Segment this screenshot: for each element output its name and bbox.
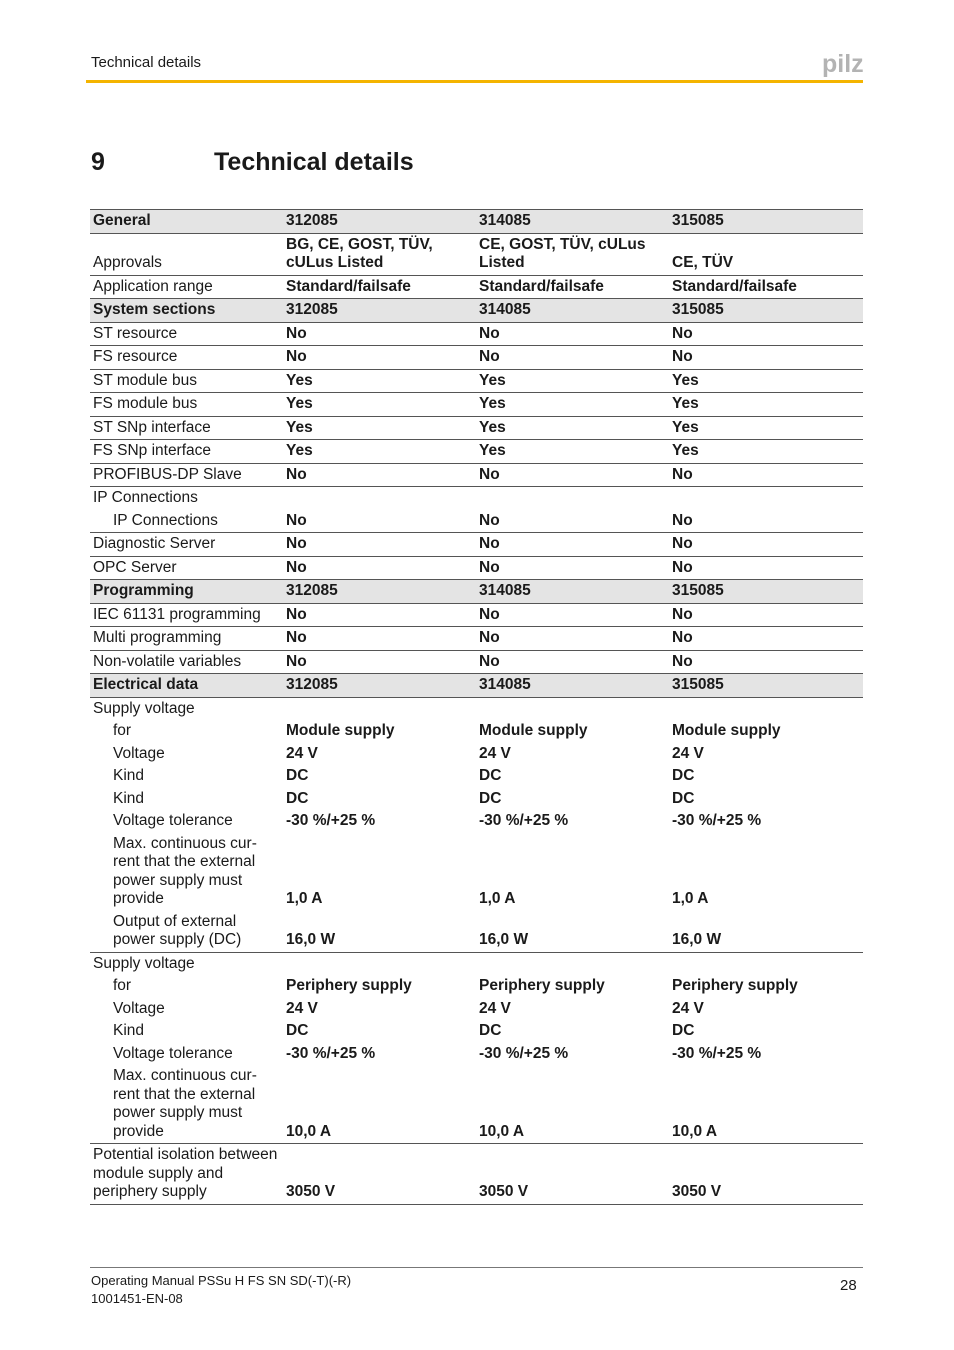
row-value: -30 %/+25 % (286, 1044, 376, 1062)
table-row (90, 998, 863, 1021)
table-row (90, 1144, 863, 1205)
row-value: No (669, 322, 863, 346)
table-row (90, 720, 863, 743)
footer-manual-title: Operating Manual PSSu H FS SN SD(-T)(-R) (91, 1273, 352, 1288)
table-row (90, 627, 863, 651)
table-row (90, 346, 863, 370)
table-row (90, 322, 863, 346)
row-label: OPC Server (93, 558, 177, 576)
row-value: No (669, 510, 863, 533)
table-row (90, 233, 863, 275)
row-value: 314085 (476, 674, 669, 698)
row-value: 314085 (476, 210, 669, 234)
row-value: Yes (669, 369, 863, 393)
table-row (90, 788, 863, 811)
running-header: Technical details (91, 54, 202, 71)
row-value: 1,0 A (672, 890, 709, 907)
row-label: Voltage (113, 999, 165, 1017)
table-row (90, 369, 863, 393)
row-value: No (283, 346, 476, 370)
row-value: 16,0 W (283, 911, 476, 953)
row-value: -30 %/+25 % (672, 812, 762, 829)
row-value (476, 487, 669, 510)
row-value: Yes (283, 440, 476, 464)
row-value: 315085 (669, 299, 863, 323)
table-row (90, 833, 863, 911)
row-label: Kind (113, 1022, 145, 1039)
row-value: 24 V (672, 744, 704, 762)
header-rule (86, 80, 863, 83)
row-value: 3050 V (476, 1144, 669, 1205)
row-value: Yes (476, 440, 669, 464)
table-row (90, 416, 863, 440)
row-value: -30 %/+25 % (479, 812, 569, 829)
row-value: No (283, 627, 476, 651)
row-label: Approvals (90, 233, 283, 275)
row-value: 315085 (669, 580, 863, 604)
row-value: Periphery supply (672, 977, 798, 994)
row-label: for (113, 977, 132, 994)
table-row (90, 275, 863, 299)
row-label: Voltage (113, 744, 165, 762)
row-value: Module supply (672, 722, 781, 739)
row-label: FS module bus (90, 393, 283, 417)
row-label: ST resource (90, 322, 283, 346)
row-value: No (476, 463, 669, 487)
table-section-header (90, 210, 863, 234)
row-value: No (669, 603, 863, 627)
row-value (669, 697, 863, 720)
row-label: Diagnostic Server (90, 533, 283, 557)
row-label: Application range (90, 275, 283, 299)
row-value: No (669, 463, 863, 487)
row-label: Output of external power supply (DC) (90, 911, 283, 953)
table-row (90, 697, 863, 720)
row-value: 16,0 W (669, 911, 863, 953)
table-row (90, 393, 863, 417)
row-value: 315085 (669, 210, 863, 234)
row-value: No (669, 627, 863, 651)
row-value: 10,0 A (476, 1065, 669, 1144)
row-value: 314085 (476, 580, 669, 604)
row-label: IP Connections (90, 510, 283, 533)
row-value (476, 697, 669, 720)
row-value: BG, CE, GOST, TÜV, cULus Listed (283, 233, 476, 275)
row-value: No (283, 510, 476, 533)
row-value: 24 V (479, 999, 511, 1017)
row-label: FS SNp interface (90, 440, 283, 464)
row-value: CE, GOST, TÜV, cULus Listed (476, 233, 669, 275)
row-value: No (479, 558, 500, 576)
footer-rule (90, 1267, 863, 1268)
row-value: No (283, 603, 476, 627)
row-value: -30 %/+25 % (286, 812, 376, 829)
row-value: 3050 V (669, 1144, 863, 1205)
row-value (476, 952, 669, 975)
row-value: Periphery supply (286, 977, 412, 994)
row-label: Programming (90, 580, 283, 604)
row-value: -30 %/+25 % (672, 1044, 762, 1062)
row-value: 24 V (286, 744, 318, 762)
chapter-title: Technical details (214, 148, 414, 176)
table-section-header (90, 674, 863, 698)
row-value: Yes (669, 440, 863, 464)
table-section-header (90, 580, 863, 604)
row-value: CE, TÜV (669, 233, 863, 275)
row-value: Yes (476, 393, 669, 417)
row-label: ST module bus (90, 369, 283, 393)
row-value: 315085 (669, 674, 863, 698)
row-value: Periphery supply (479, 977, 605, 994)
row-value: DC (479, 1022, 502, 1039)
row-value: 3050 V (283, 1144, 476, 1205)
row-label: Max. continuous cur-rent that the external power supply must provide (113, 834, 257, 907)
row-value: No (479, 652, 500, 670)
row-label: Electrical data (90, 674, 283, 698)
table-row (90, 952, 863, 975)
table-row (90, 556, 863, 580)
row-value: Yes (669, 393, 863, 417)
page-number: 28 (840, 1277, 857, 1294)
row-value: No (476, 533, 669, 557)
row-value (283, 952, 476, 975)
table-row (90, 975, 863, 998)
row-value: Yes (669, 416, 863, 440)
row-value: No (286, 652, 307, 670)
row-label: FS resource (90, 346, 283, 370)
row-label: Potential isolation between module supply and periphery supply (90, 1144, 283, 1205)
row-label: ST SNp interface (90, 416, 283, 440)
row-label: for (113, 722, 132, 739)
row-label: Max. continuous cur-rent that the external power supply must provide (90, 1065, 283, 1144)
technical-details-table (90, 209, 863, 1205)
row-value (669, 952, 863, 975)
row-value: No (283, 463, 476, 487)
row-value: 16,0 W (476, 911, 669, 953)
table-row (90, 765, 863, 788)
table-row (90, 533, 863, 557)
table-row (90, 510, 863, 533)
row-value: DC (672, 767, 695, 784)
row-label: IP Connections (93, 489, 198, 506)
row-value: DC (479, 767, 502, 784)
row-value: DC (286, 1022, 309, 1039)
row-value: No (283, 533, 476, 557)
row-label: System sections (90, 299, 283, 323)
row-label: Non-volatile variables (93, 652, 242, 670)
row-value (669, 487, 863, 510)
row-value: 312085 (283, 299, 476, 323)
table-row (90, 650, 863, 674)
row-label: Voltage tolerance (113, 812, 233, 829)
row-value: 1,0 A (479, 890, 516, 907)
row-label: Kind (113, 767, 145, 784)
row-value: No (476, 627, 669, 651)
row-value: Standard/failsafe (476, 275, 669, 299)
row-value: No (283, 322, 476, 346)
row-label: PROFIBUS-DP Slave (90, 463, 283, 487)
row-value: DC (672, 789, 695, 807)
pilz-logo (820, 48, 866, 80)
row-value: 10,0 A (669, 1065, 863, 1144)
row-label: Voltage tolerance (113, 1044, 233, 1062)
row-value: DC (286, 767, 309, 784)
row-value (283, 697, 476, 720)
table-row (90, 440, 863, 464)
table-row (90, 1043, 863, 1066)
row-value: Yes (283, 416, 476, 440)
row-value: 24 V (479, 744, 511, 762)
table-row (90, 911, 863, 953)
row-label: IEC 61131 programming (90, 603, 283, 627)
table-row (90, 1020, 863, 1043)
row-value: No (476, 346, 669, 370)
row-value: 312085 (283, 210, 476, 234)
table-row (90, 743, 863, 766)
table-row (90, 810, 863, 833)
row-value: 10,0 A (283, 1065, 476, 1144)
row-value: No (286, 558, 307, 576)
row-value: 1,0 A (286, 890, 323, 907)
row-value: Standard/failsafe (669, 275, 863, 299)
row-value: No (476, 603, 669, 627)
row-value: No (672, 652, 693, 670)
row-label: Supply voltage (93, 699, 195, 717)
row-value: DC (479, 789, 502, 807)
row-value: 312085 (283, 674, 476, 698)
row-value: Yes (476, 416, 669, 440)
row-value: Yes (283, 393, 476, 417)
row-value: No (669, 346, 863, 370)
footer-document-number: 1001451-EN-08 (91, 1291, 183, 1306)
table-row (90, 1065, 863, 1144)
logo-text: pilz (822, 50, 864, 78)
row-value: 314085 (476, 299, 669, 323)
row-value: Yes (476, 369, 669, 393)
row-value: 24 V (672, 999, 704, 1017)
table-row (90, 463, 863, 487)
row-value: Standard/failsafe (283, 275, 476, 299)
row-value: Module supply (286, 722, 395, 739)
row-label: Kind (113, 789, 145, 807)
table-section-header (90, 299, 863, 323)
row-value (283, 487, 476, 510)
table-row (90, 603, 863, 627)
row-value: -30 %/+25 % (479, 1044, 569, 1062)
row-value: 312085 (283, 580, 476, 604)
row-value: No (476, 322, 669, 346)
chapter-number: 9 (91, 148, 105, 176)
row-value: 24 V (286, 999, 318, 1017)
row-value: DC (286, 789, 309, 807)
row-value: No (669, 533, 863, 557)
table-row (90, 487, 863, 510)
row-value: No (476, 510, 669, 533)
row-value: DC (672, 1022, 695, 1039)
row-value: Yes (283, 369, 476, 393)
row-label: Multi programming (90, 627, 283, 651)
row-label: General (90, 210, 283, 234)
row-value: No (672, 558, 693, 576)
row-label: Supply voltage (93, 954, 195, 972)
row-value: Module supply (479, 722, 588, 739)
